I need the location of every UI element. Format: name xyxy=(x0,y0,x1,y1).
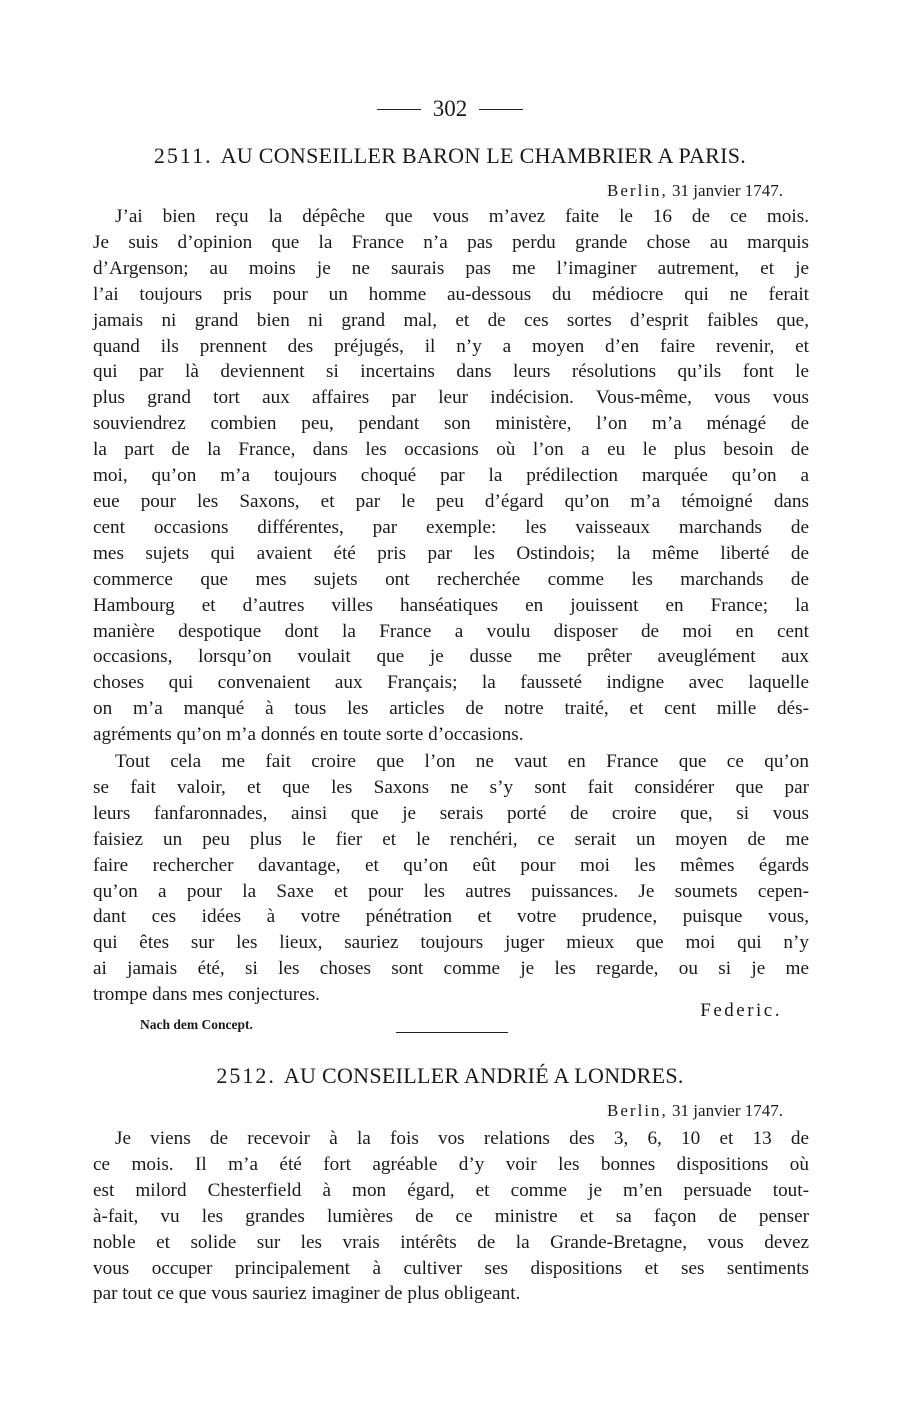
text-line: plus grand tort aux affaires par leur indécision. Vous-même, vous vous xyxy=(93,387,809,409)
text-line: occasions, lorsqu’on voulait que je dusse me prêter aveuglément aux xyxy=(93,646,809,668)
text-line: eue pour les Saxons, et par le peu d’égard qu’on m’a témoigné dans xyxy=(93,490,809,512)
dateline-place: Berlin, xyxy=(607,181,668,200)
text-line: faisiez un peu plus le fier et le renchéri, ce serait un moyen de me xyxy=(93,828,809,850)
text-line: à-fait, vu les grandes lumières de ce ministre et sa façon de penser xyxy=(93,1205,809,1227)
text-line: qui par là deviennent si incertains dans leurs résolutions qu’ils font le xyxy=(93,361,809,383)
text-line: ai jamais été, si les choses sont comme je les regarde, ou si je me xyxy=(93,958,809,980)
text-line: est milord Chesterfield à mon égard, et comme je m’en persuade tout- xyxy=(93,1179,809,1201)
text-line: d’Argenson; au moins je ne saurais pas me l’imaginer autrement, et je xyxy=(93,257,809,279)
letter-title: AU CONSEILLER ANDRIÉ A LONDRES. xyxy=(283,1063,684,1088)
dateline-place: Berlin, xyxy=(607,1101,668,1120)
text-line: dant ces idées à votre pénétration et votre prudence, puisque vous, xyxy=(93,906,809,928)
letter-2512-heading xyxy=(0,1063,900,1089)
letter-2512-dateline xyxy=(607,1101,783,1121)
text-line: Tout cela me fait croire que l’on ne vaut en France que ce qu’on xyxy=(115,751,809,772)
dateline-date: 31 janvier 1747. xyxy=(672,181,783,200)
text-line: cent occasions différentes, par exemple: les vaisseaux marchands de xyxy=(93,516,809,538)
text-line: on m’a manqué à tous les articles de notre traité, et cent mille dés- xyxy=(93,698,809,720)
text-line: ce mois. Il m’a été fort agréable d’y voir les bonnes dispositions où xyxy=(93,1153,809,1175)
header-rule-right xyxy=(479,109,523,110)
text-line: se fait valoir, et que les Saxons ne s’y sont fait considérer que par xyxy=(93,776,809,798)
text-line: agréments qu’on m’a donnés en toute sorte d’occasions. xyxy=(93,724,524,746)
letter-separator xyxy=(396,1032,508,1033)
text-line: jamais ni grand bien ni grand mal, et de ces sortes d’esprit faibles que, xyxy=(93,309,809,331)
letter-2511-dateline xyxy=(607,181,783,201)
signature: Federic. xyxy=(700,1000,782,1021)
letter-number: 2511. xyxy=(153,143,213,168)
text-line: l’ai toujours pris pour un homme au-dessous du médiocre qui ne ferait xyxy=(93,283,809,305)
text-line: choses qui convenaient aux Français; la fausseté indigne avec laquelle xyxy=(93,672,809,694)
text-line: leurs fanfaronnades, ainsi que je serais porté de croire que, si vous xyxy=(93,802,809,824)
text-line: moi, qu’on m’a toujours choqué par la prédilection marquée qu’on a xyxy=(93,465,809,487)
text-line: Je viens de recevoir à la fois vos relations des 3, 6, 10 et 13 de xyxy=(115,1128,809,1149)
text-line: quand ils prennent des préjugés, il n’y a moyen d’en faire revenir, et xyxy=(93,335,809,357)
text-line: trompe dans mes conjectures. xyxy=(93,984,320,1006)
text-line: noble et solide sur les vrais intérêts de la Grande-Bretagne, vous devez xyxy=(93,1231,809,1253)
letter-number: 2512. xyxy=(216,1063,276,1088)
header-rule-left xyxy=(377,109,421,110)
letter-title: AU CONSEILLER BARON LE CHAMBRIER A PARIS. xyxy=(220,143,747,168)
letter-2511-body-paragraph-2 xyxy=(93,749,809,1008)
text-line: J’ai bien reçu la dépêche que vous m’avez faite le 16 de ce mois. xyxy=(115,206,809,227)
letter-2512-body xyxy=(93,1126,809,1307)
text-line: qu’on a pour la Saxe et pour les autres puissances. Je soumets cepen- xyxy=(93,880,809,902)
text-line: Je suis d’opinion que la France n’a pas perdu grande chose au marquis xyxy=(93,231,809,253)
text-line: faire rechercher davantage, et qu’on eût pour moi les mêmes égards xyxy=(93,854,809,876)
text-line: mes sujets qui avaient été pris par les Ostindois; la même liberté de xyxy=(93,542,809,564)
text-line: qui êtes sur les lieux, sauriez toujours juger mieux que moi qui n’y xyxy=(93,932,809,954)
text-line: par tout ce que vous sauriez imaginer de plus obligeant. xyxy=(93,1283,521,1305)
text-line: vous occuper principalement à cultiver ses dispositions et ses sentiments xyxy=(93,1257,809,1279)
text-line: manière despotique dont la France a voulu disposer de moi en cent xyxy=(93,620,809,642)
letter-2511-body xyxy=(93,204,809,748)
page-header xyxy=(0,96,900,122)
letter-2511-heading xyxy=(0,143,900,169)
text-line: Hambourg et d’autres villes hanséatiques en jouissent en France; la xyxy=(93,594,809,616)
dateline-date: 31 janvier 1747. xyxy=(672,1101,783,1120)
text-line: souviendrez combien peu, pendant son ministère, l’on m’a ménagé de xyxy=(93,413,809,435)
text-line: la part de la France, dans les occasions où l’on a eu le plus besoin de xyxy=(93,439,809,461)
source-note: Nach dem Concept. xyxy=(140,1017,253,1032)
page-number: 302 xyxy=(432,96,468,121)
text-line: commerce que mes sujets ont recherchée comme les marchands de xyxy=(93,568,809,590)
